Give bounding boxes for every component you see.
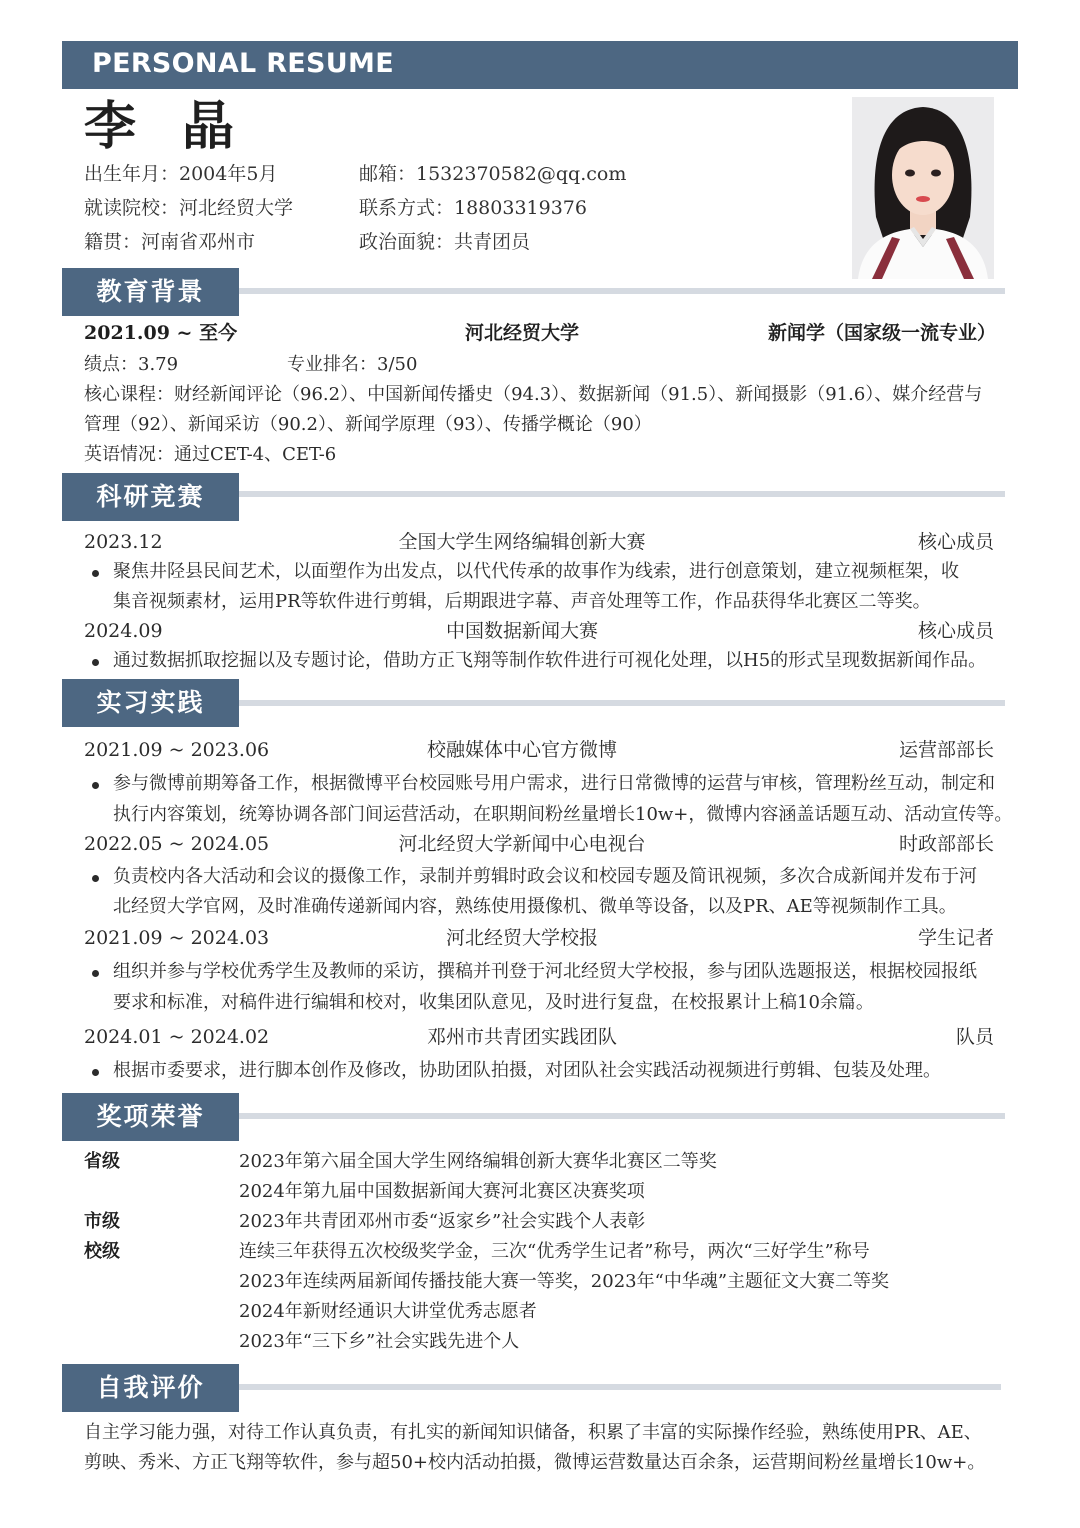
award-item: 2023年第六届全国大学生网络编辑创新大赛华北赛区二等奖 [239,1151,717,1172]
research-name: 全国大学生网络编辑创新大赛 [398,531,646,553]
bullet [92,782,99,789]
edu-major: 新闻学（国家级一流专业） [767,322,996,344]
school: 就读院校：河北经贸大学 [84,197,294,219]
award-item: 2023年连续两届新闻传播技能大赛一等奖，2023年“中华魂”主题征文大赛二等奖 [239,1271,890,1292]
section-divider [239,288,1005,294]
award-level: 省级 [84,1151,120,1172]
internship-desc: 参与微博前期筹备工作，根据微博平台校园账号用户需求，进行日常微博的运营与审核，管理粉丝互动，制定和 [113,773,995,794]
internship-org: 校融媒体中心官方微博 [426,739,617,761]
research-role: 核心成员 [917,620,994,642]
internship-desc: 负责校内各大活动和会议的摄像工作，录制并剪辑时政会议和校园专题及简讯视频，多次合成新闻并发布于河 [113,866,977,887]
internship-date: 2021.09 ~ 2023.06 [84,739,270,761]
edu-school: 河北经贸大学 [464,322,579,344]
edu-rank: 专业排名：3/50 [287,354,418,375]
internship-role: 运营部部长 [898,739,994,761]
section-title-research: 科研竞赛 [96,482,205,511]
award-item: 2023年“三下乡”社会实践先进个人 [239,1331,520,1352]
resume-title: PERSONAL RESUME [92,48,394,79]
internship-date: 2022.05 ~ 2024.05 [84,833,270,855]
internship-role: 学生记者 [917,927,994,949]
internship-org: 邓州市共青团实践团队 [426,1026,617,1048]
award-item: 2023年共青团邓州市委“返家乡”社会实践个人表彰 [239,1211,646,1232]
bullet [92,1069,99,1076]
research-desc: 通过数据抓取挖掘以及专题讨论，借助方正飞翔等制作软件进行可视化处理，以H5的形式呈现数据新闻作品。 [113,650,987,671]
research-date: 2024.09 [84,620,163,642]
birth-date: 出生年月：2004年5月 [84,163,278,185]
section-divider [239,1113,1005,1119]
award-item: 2024年第九届中国数据新闻大赛河北赛区决赛奖项 [239,1181,645,1202]
section-title-education: 教育背景 [96,277,205,306]
political-status: 政治面貌：共青团员 [359,231,531,253]
research-role: 核心成员 [917,531,994,553]
section-title-internship: 实习实践 [96,688,205,717]
profile-photo [852,97,994,279]
bullet [92,570,99,577]
candidate-name: 李 晶 [84,96,249,157]
section-title-awards: 奖项荣誉 [96,1102,205,1131]
section-divider [239,1384,1001,1390]
edu-courses: 核心课程：财经新闻评论（96.2）、中国新闻传播史（94.3）、数据新闻（91.5）、新闻摄影（91.6）、媒介经营与 [84,384,983,405]
internship-org: 河北经贸大学新闻中心电视台 [398,833,646,855]
edu-english: 英语情况：通过CET-4、CET-6 [84,444,337,465]
award-item: 2024年新财经通识大讲堂优秀志愿者 [239,1301,537,1322]
internship-desc: 根据市委要求，进行脚本创作及修改，协助团队拍摄，对团队社会实践活动视频进行剪辑、包装及处理。 [113,1060,941,1081]
bullet [92,875,99,882]
internship-desc: 执行内容策划，统筹协调各部门间运营活动，在职期间粉丝量增长10w+，微博内容涵盖话题互动、活动宣传等。 [113,804,1013,825]
award-level: 校级 [84,1241,120,1262]
edu-courses-cont: 管理（92）、新闻采访（90.2）、新闻学原理（93）、传播学概论（90） [84,414,652,435]
internship-date: 2021.09 ~ 2024.03 [84,927,270,949]
research-desc: 聚焦井陉县民间艺术，以面塑作为出发点，以代代传承的故事作为线索，进行创意策划，建立视频框架，收 [113,561,959,582]
self-eval-text: 自主学习能力强，对待工作认真负责，有扎实的新闻知识储备，积累了丰富的实际操作经验，熟练使用PR、AE、 [84,1422,982,1443]
research-date: 2023.12 [84,531,163,553]
research-desc: 集音视频素材，运用PR等软件进行剪辑，后期跟进字幕、声音处理等工作，作品获得华北赛区二等奖。 [113,591,931,612]
self-eval-text: 剪映、秀米、方正飞翔等软件，参与超50+校内活动拍摄，微博运营数量达百余条，运营期间粉丝量增长10w+。 [84,1452,986,1473]
internship-desc: 北经贸大学官网，及时准确传递新闻内容，熟练使用摄像机、微单等设备，以及PR、AE等视频制作工具。 [113,896,957,917]
award-item: 连续三年获得五次校级奖学金，三次“优秀学生记者”称号，两次“三好学生”称号 [239,1241,870,1262]
internship-org: 河北经贸大学校报 [445,927,598,949]
edu-date: 2021.09 ~ 至今 [84,322,238,344]
section-title-self: 自我评价 [96,1373,205,1402]
internship-desc: 组织并参与学校优秀学生及教师的采访，撰稿并刊登于河北经贸大学校报，参与团队选题报送，根据校园报纸 [113,961,977,982]
section-divider [239,491,1005,497]
native-place: 籍贯：河南省邓州市 [84,231,256,253]
phone: 联系方式：18803319376 [359,197,587,219]
internship-desc: 要求和标准，对稿件进行编辑和校对，收集团队意见，及时进行复盘，在校报累计上稿10余篇。 [113,992,874,1013]
section-divider [239,700,1005,706]
email: 邮箱：1532370582@qq.com [359,163,627,185]
edu-gpa: 绩点：3.79 [84,354,179,375]
internship-role: 时政部部长 [898,833,994,855]
award-level: 市级 [84,1211,120,1232]
research-name: 中国数据新闻大赛 [445,620,598,642]
internship-date: 2024.01 ~ 2024.02 [84,1026,270,1048]
internship-role: 队员 [955,1026,994,1048]
bullet [92,970,99,977]
bullet [92,659,99,666]
